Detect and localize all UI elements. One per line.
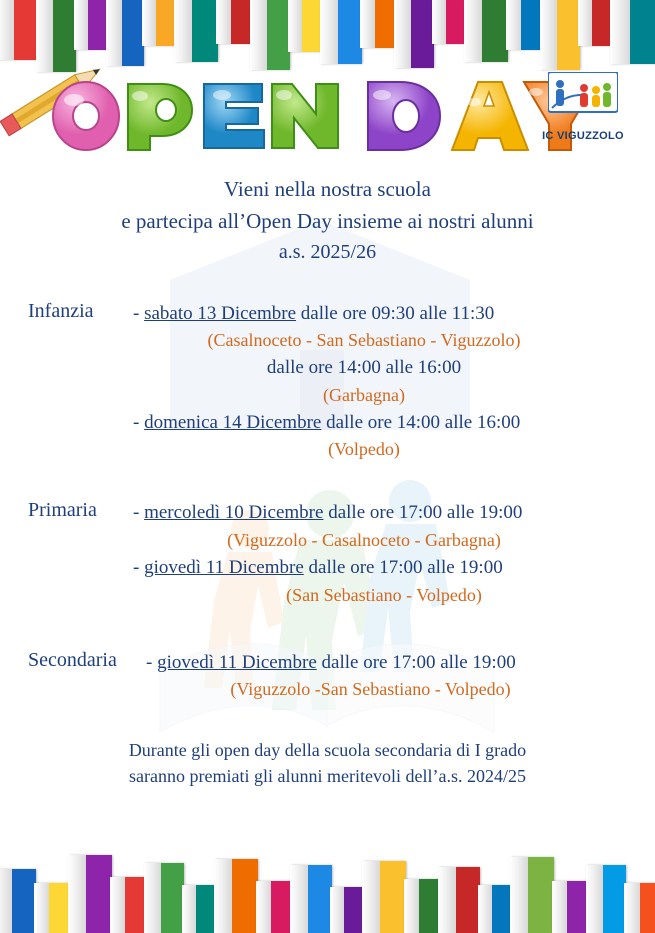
row-dash: - xyxy=(133,557,140,579)
row-time: dalle ore 09:30 alle 11:30 xyxy=(300,302,495,324)
book-decoration xyxy=(552,881,588,933)
intro-line-2: e partecipa all’Open Day insieme ai nostri alunni xyxy=(121,208,534,233)
row-places: (Volpedo) xyxy=(328,439,400,460)
book-decoration xyxy=(330,887,364,933)
intro-block xyxy=(0,176,655,266)
book-decoration xyxy=(624,883,655,933)
row-dash: - xyxy=(133,411,140,433)
section-title: Primaria xyxy=(28,499,97,522)
book-decoration xyxy=(578,0,612,46)
poster-content xyxy=(0,176,655,789)
book-decoration xyxy=(110,877,146,933)
book-decoration xyxy=(68,855,112,933)
row-date: giovedì 11 Dicembre xyxy=(157,651,317,673)
row-date: giovedì 11 Dicembre xyxy=(144,557,304,579)
row-time: dalle ore 17:00 alle 19:00 xyxy=(328,502,523,524)
school-family-logo-icon xyxy=(548,72,618,124)
book-decoration xyxy=(320,0,362,64)
row-dash: - xyxy=(146,651,153,673)
footer-line-1: Durante gli open day della scuola secondaria di I grado xyxy=(128,740,527,761)
book-decoration xyxy=(256,881,292,933)
book-decoration xyxy=(34,883,70,933)
book-decoration xyxy=(610,0,655,64)
book-decoration xyxy=(362,861,406,933)
section-primaria xyxy=(0,499,655,608)
book-decoration xyxy=(288,0,322,52)
row-date: sabato 13 Dicembre xyxy=(144,302,297,324)
book-decoration xyxy=(464,0,508,62)
row-places: (Casalnoceto - San Sebastiano - Viguzzolo) xyxy=(207,330,521,351)
row-places: (Viguzzolo -San Sebastiano - Volpedo) xyxy=(230,679,511,700)
schedule-row xyxy=(146,649,655,677)
book-decoration xyxy=(0,0,40,60)
section-secondaria xyxy=(0,649,655,704)
row-date: mercoledì 10 Dicembre xyxy=(144,502,324,524)
book-decoration xyxy=(74,0,108,50)
intro-line-1: Vieni nella nostra scuola xyxy=(224,177,431,201)
row-dash: - xyxy=(133,302,140,324)
schedule-row xyxy=(133,554,655,582)
book-decoration xyxy=(360,0,396,48)
book-decoration xyxy=(506,0,542,50)
book-decoration xyxy=(216,0,252,44)
footer-line-2: saranno premiati gli alunni meritevoli dell’a.s. 2024/25 xyxy=(129,766,526,787)
section-title: Secondaria xyxy=(28,648,117,671)
book-decoration xyxy=(214,859,258,933)
schedule-row xyxy=(133,300,655,328)
row-dash: - xyxy=(133,502,140,524)
book-decoration xyxy=(144,863,184,933)
row-places: (Viguzzolo - Casalnoceto - Garbagna) xyxy=(227,530,501,551)
book-decoration xyxy=(142,0,176,46)
book-decoration xyxy=(432,0,466,44)
book-decoration xyxy=(106,0,144,66)
book-decoration xyxy=(174,0,218,62)
row-places: (Garbagna) xyxy=(323,384,405,405)
book-decoration xyxy=(586,865,626,933)
row-time: dalle ore 17:00 alle 19:00 xyxy=(308,557,503,579)
row-time-only: dalle ore 14:00 alle 16:00 xyxy=(266,357,462,379)
book-decoration xyxy=(182,885,216,933)
row-date: domenica 14 Dicembre xyxy=(144,411,322,433)
row-places: (San Sebastiano - Volpedo) xyxy=(286,584,482,605)
book-decoration xyxy=(404,879,440,933)
row-time: dalle ore 17:00 alle 19:00 xyxy=(321,651,516,673)
book-decoration xyxy=(510,857,554,933)
section-title: Infanzia xyxy=(28,299,94,322)
schedule-row xyxy=(133,499,655,527)
logo-caption: IC VIGUZZOLO xyxy=(542,130,624,142)
section-infanzia xyxy=(0,300,655,464)
school-year: a.s. 2025/26 xyxy=(278,241,377,264)
book-decoration xyxy=(438,867,480,933)
row-time: dalle ore 14:00 alle 16:00 xyxy=(326,411,521,433)
bottom-book-row xyxy=(0,838,655,933)
book-decoration xyxy=(0,869,36,933)
book-decoration xyxy=(478,885,512,933)
schedule-row xyxy=(133,409,655,437)
book-decoration xyxy=(290,865,332,933)
school-logo xyxy=(529,72,637,142)
footer-note xyxy=(0,737,655,789)
